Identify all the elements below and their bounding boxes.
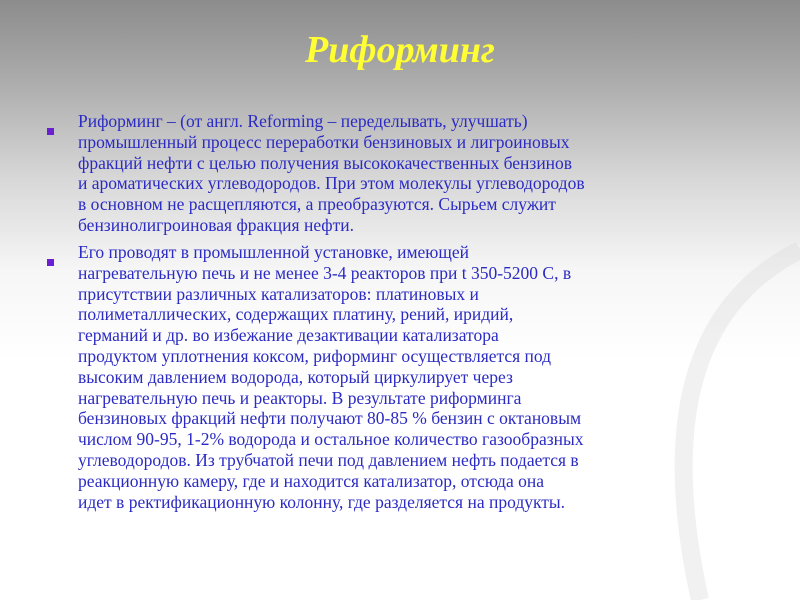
bullet-marker <box>47 128 54 135</box>
slide-title: Риформинг <box>305 29 495 71</box>
text-line: углеводородов. Из трубчатой печи под давлением нефть подается в <box>78 449 579 470</box>
text-line: нагревательную печь и реакторы. В результате риформинга <box>78 387 522 408</box>
text-line: бензинолигроиновая фракция нефти. <box>78 214 355 235</box>
text-line: Его проводят в промышленной установке, имеющей <box>78 242 469 262</box>
text-line: реакционную камеру, где и находится катализатор, отсюда она <box>78 470 544 491</box>
text-line: нагревательную печь и не менее 3-4 реакторов при t 350-5200 С, в <box>78 262 572 283</box>
text-line: высоким давлением водорода, который циркулирует через <box>78 366 513 387</box>
text-line: промышленный процесс переработки бензиновых и лигроиновых <box>78 131 570 152</box>
text-line: присутствии различных катализаторов: платиновых и <box>78 283 479 304</box>
bullet-paragraph-2 <box>78 242 768 512</box>
text-line: полиметаллических, содержащих платину, рений, иридий, <box>78 304 514 325</box>
bullet-marker <box>47 259 54 266</box>
text-line: фракций нефти с целью получения высококачественных бензинов <box>78 152 573 173</box>
text-line: бензиновых фракций нефти получают 80-85 % бензин с октановым <box>78 408 582 429</box>
text-line: в основном не расщепляются, а преобразуются. Сырьем служит <box>78 194 556 215</box>
text-line: и ароматических углеводородов. При этом молекулы углеводородов <box>78 173 585 194</box>
text-line: продуктом уплотнения коксом, риформинг осуществляется под <box>78 345 552 366</box>
text-line: числом 90-95, 1-2% водорода и остальное количество газообразных <box>78 429 584 450</box>
text-line: идет в ректификационную колонну, где разделяется на продукты. <box>78 491 566 512</box>
text-line: Риформинг – (от англ. Reforming – переделывать, улучшать) <box>78 111 528 131</box>
text-line: германий и др. во избежание дезактивации катализатора <box>78 325 499 346</box>
bullet-paragraph-1 <box>78 111 768 236</box>
